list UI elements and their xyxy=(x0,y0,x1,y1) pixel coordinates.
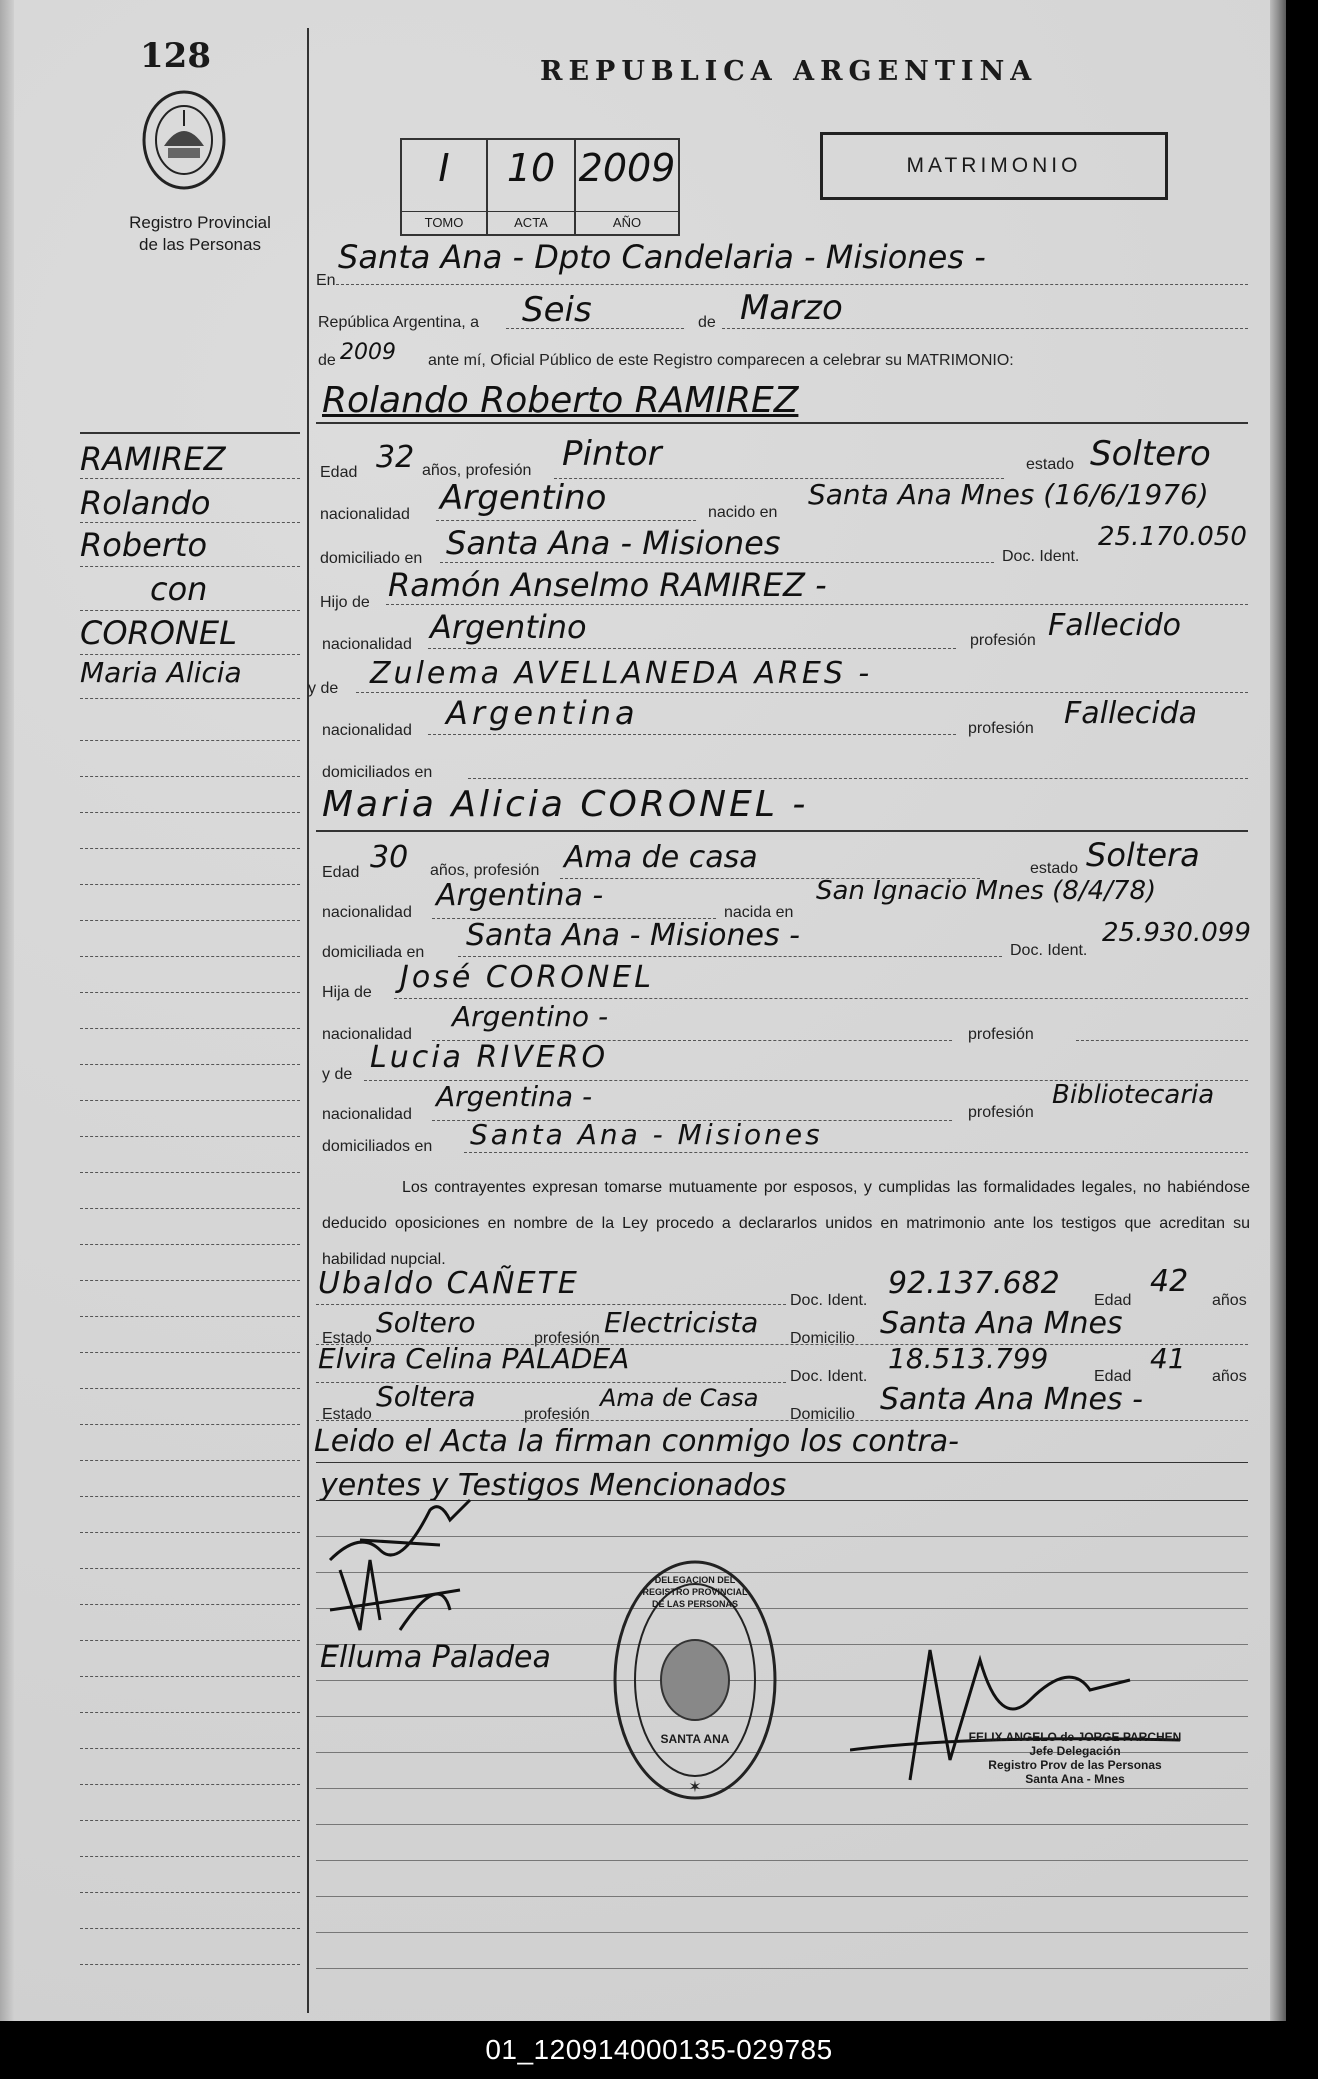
margin-line xyxy=(80,920,300,921)
margin-line xyxy=(80,1280,300,1281)
bride-doc: 25.930.099 xyxy=(1102,918,1251,948)
margin-line xyxy=(80,610,300,611)
registry-name xyxy=(100,212,300,256)
bride-nacionalidad: Argentina - xyxy=(436,878,604,913)
groom-padre-nac-line xyxy=(428,648,956,649)
margin-line xyxy=(80,1316,300,1317)
groom-edad: 32 xyxy=(376,440,415,475)
witness2-estado: Soltera xyxy=(376,1380,476,1413)
witness1-doc: 92.137.682 xyxy=(888,1266,1060,1301)
month-line xyxy=(722,328,1248,329)
margin-middle-name: Roberto xyxy=(80,526,208,564)
footer-id: 01_120914000135-029785 xyxy=(0,2021,1318,2079)
ruled-line xyxy=(316,1824,1248,1825)
witness2-detail-line xyxy=(316,1420,1248,1421)
bride-madre-nac-label: nacionalidad xyxy=(322,1106,412,1123)
groom-estado: Soltero xyxy=(1090,434,1211,474)
official-stamp-line-2: Jefe Delegación xyxy=(1029,1744,1121,1758)
closing-line-1: Leido el Acta la firman conmigo los contra- xyxy=(314,1424,959,1459)
oval-stamp-outer-text: DELEGACION DEL REGISTRO PROVINCIAL DE LAS PERSONAS xyxy=(642,1575,748,1609)
groom-padre-line xyxy=(386,604,1248,605)
margin-con: con xyxy=(150,570,208,608)
bride-madre-prof-label: profesión xyxy=(968,1104,1034,1121)
groom-nacido-label: nacido en xyxy=(708,504,778,521)
groom-padre-prof: Fallecido xyxy=(1048,608,1181,643)
bride-doc-label: Doc. Ident. xyxy=(1010,942,1088,959)
groom-nac-label: nacionalidad xyxy=(320,506,410,523)
groom-padre: Ramón Anselmo RAMIREZ - xyxy=(388,566,827,604)
witness2-edad-label: Edad xyxy=(1094,1368,1132,1385)
margin-line xyxy=(80,812,300,813)
ruled-line xyxy=(316,1968,1248,1969)
bride-profesion-label: años, profesión xyxy=(430,862,540,879)
witness1-doc-label: Doc. Ident. xyxy=(790,1292,868,1309)
margin-line xyxy=(80,478,300,479)
page-number: 128 xyxy=(140,36,211,76)
bride-domiciliados-line xyxy=(464,1152,1248,1153)
groom-edad-label: Edad xyxy=(320,464,358,481)
declaration-text: Los contrayentes expresan tomarse mutuamente por esposos, y cumplidas las formalidades legales, no habiéndose deducido oposiciones en nombre de la Ley procedo a declararlos unidos en matrimonio ante los testigos que acreditan su habilidad nupcial. xyxy=(322,1179,1250,1268)
year-value: 2009 xyxy=(340,340,396,365)
witness2-name: Elvira Celina PALADEA xyxy=(318,1342,630,1375)
bride-estado-label: estado xyxy=(1030,860,1079,877)
margin-line xyxy=(80,1856,300,1857)
groom-name-line xyxy=(316,422,1248,424)
bride-nac-label: nacionalidad xyxy=(322,904,412,921)
margin-line xyxy=(80,1136,300,1137)
groom-profesion-label: años, profesión xyxy=(422,462,532,479)
groom-madre-nac-line xyxy=(428,734,956,735)
bride-edad: 30 xyxy=(370,840,409,875)
location-value: Santa Ana - Dpto Candelaria - Misiones - xyxy=(338,238,986,276)
location-label: En xyxy=(316,272,336,289)
bride-padre-nac: Argentino - xyxy=(452,1000,609,1033)
groom-profesion: Pintor xyxy=(562,434,662,474)
bride-domicilio-label: domiciliada en xyxy=(322,944,425,961)
margin-line xyxy=(80,654,300,655)
witness2-doc: 18.513.799 xyxy=(888,1342,1049,1375)
margin-line xyxy=(80,1964,300,1965)
groom-madre-prof: Fallecida xyxy=(1064,696,1198,731)
ano-cell xyxy=(576,140,678,234)
bride-padre-nac-label: nacionalidad xyxy=(322,1026,412,1043)
acta-cell xyxy=(488,140,576,234)
groom-padre-nac-label: nacionalidad xyxy=(322,636,412,653)
day-line xyxy=(506,328,684,329)
margin-line xyxy=(80,1460,300,1461)
groom-madre: Zulema AVELLANEDA ARES - xyxy=(370,656,873,691)
bride-dom-line xyxy=(458,956,1002,957)
province-seal-icon xyxy=(138,86,230,194)
groom-estado-label: estado xyxy=(1026,456,1075,473)
acta-value: 10 xyxy=(506,146,556,190)
margin-line xyxy=(80,1712,300,1713)
groom-dom-line xyxy=(440,562,994,563)
bride-nacida-label: nacida en xyxy=(724,904,794,921)
groom-padre-nac: Argentino xyxy=(430,608,587,646)
bride-domicilio: Santa Ana - Misiones - xyxy=(466,918,800,953)
margin-line xyxy=(80,566,300,567)
closing-line-2: yentes y Testigos Mencionados xyxy=(320,1468,787,1503)
margin-line xyxy=(80,1172,300,1173)
witness1-profesion: Electricista xyxy=(604,1306,759,1339)
margin-line xyxy=(80,1100,300,1101)
registry-line-2: de las Personas xyxy=(139,235,261,254)
bride-hija-label: Hija de xyxy=(322,984,372,1001)
bride-nacida: San Ignacio Mnes (8/4/78) xyxy=(816,876,1157,906)
margin-line xyxy=(80,1748,300,1749)
page-binding-edge xyxy=(1270,0,1286,2021)
registry-oval-stamp xyxy=(610,1556,780,1804)
bride-madre-prof: Bibliotecaria xyxy=(1052,1080,1215,1110)
witness1-anos-label: años xyxy=(1212,1292,1247,1309)
tomo-cell xyxy=(402,140,488,234)
bride-padre-line xyxy=(394,998,1248,999)
margin-line xyxy=(80,1676,300,1677)
witness2-dom-label: Domicilio xyxy=(790,1406,855,1423)
witness2-anos-label: años xyxy=(1212,1368,1247,1385)
official-stamp-line-4: Santa Ana - Mnes xyxy=(1025,1772,1125,1786)
margin-line xyxy=(80,776,300,777)
witness1-estado-label: Estado xyxy=(322,1330,372,1347)
bride-signature xyxy=(320,1550,520,1640)
margin-line xyxy=(80,1208,300,1209)
bride-madre-nac: Argentina - xyxy=(436,1080,593,1113)
bride-estado: Soltera xyxy=(1086,836,1200,874)
margin-surname: RAMIREZ xyxy=(80,440,226,478)
bride-padre: José CORONEL xyxy=(400,960,654,995)
groom-nacido: Santa Ana Mnes (16/6/1976) xyxy=(808,478,1209,511)
groom-doc-label: Doc. Ident. xyxy=(1002,548,1080,565)
bride-padre-prof-line xyxy=(1076,1040,1248,1041)
record-type-box: MATRIMONIO xyxy=(820,132,1168,200)
margin-line xyxy=(80,1496,300,1497)
official-stamp xyxy=(960,1730,1190,1786)
margin-line xyxy=(80,1532,300,1533)
margin-first-name: Rolando xyxy=(80,484,211,522)
record-id-box xyxy=(400,138,680,236)
ruled-line xyxy=(316,1860,1248,1861)
groom-domiciliados-line xyxy=(468,778,1248,779)
margin-line xyxy=(80,1928,300,1929)
margin-line xyxy=(80,1640,300,1641)
bride-yde-label: y de xyxy=(322,1066,353,1083)
witness1-name: Ubaldo CAÑETE xyxy=(318,1266,579,1301)
bride-domiciliados: Santa Ana - Misiones xyxy=(470,1118,823,1151)
bride-name-line xyxy=(316,830,1248,832)
groom-nac-line xyxy=(436,520,696,521)
bride-edad-label: Edad xyxy=(322,864,360,881)
witness1-name-line xyxy=(316,1304,786,1305)
margin-line xyxy=(80,522,300,523)
witness1-dom-label: Domicilio xyxy=(790,1330,855,1347)
groom-madre-nac-label: nacionalidad xyxy=(322,722,412,739)
margin-bride-name: Maria Alicia xyxy=(80,656,242,689)
ruled-line xyxy=(316,1932,1248,1933)
witness1-edad-label: Edad xyxy=(1094,1292,1132,1309)
groom-domicilio-label: domiciliado en xyxy=(320,550,423,567)
acta-label: ACTA xyxy=(488,211,574,234)
groom-madre-line xyxy=(356,692,1248,693)
bride-madre: Lucia RIVERO xyxy=(370,1040,609,1075)
witness2-profesion: Ama de Casa xyxy=(600,1384,759,1412)
margin-line xyxy=(80,1388,300,1389)
witness2-doc-label: Doc. Ident. xyxy=(790,1368,868,1385)
ano-label: AÑO xyxy=(576,211,678,234)
bride-padre-prof-label: profesión xyxy=(968,1026,1034,1043)
country-title: REPUBLICA ARGENTINA xyxy=(540,56,1038,87)
tomo-value: I xyxy=(438,146,450,190)
date-month: Marzo xyxy=(740,288,843,328)
groom-madre-prof-label: profesión xyxy=(968,720,1034,737)
margin-line xyxy=(80,1352,300,1353)
margin-line xyxy=(80,1784,300,1785)
ruled-line xyxy=(316,1896,1248,1897)
margin-line xyxy=(80,848,300,849)
groom-madre-nac: Argentina xyxy=(446,694,639,732)
groom-padre-prof-label: profesión xyxy=(970,632,1036,649)
witness2-edad: 41 xyxy=(1150,1342,1186,1375)
margin-line xyxy=(80,1820,300,1821)
ano-value: 2009 xyxy=(578,146,676,190)
witness1-prof-label: profesión xyxy=(534,1330,600,1347)
margin-line xyxy=(80,1028,300,1029)
margin-line xyxy=(80,992,300,993)
registry-line-1: Registro Provincial xyxy=(129,213,271,232)
year-label: de xyxy=(318,352,336,369)
margin-line xyxy=(80,740,300,741)
year-label-after: ante mí, Oficial Público de este Registro comparecen a celebrar su MATRIMONIO: xyxy=(428,352,1014,369)
groom-nacionalidad: Argentino xyxy=(440,478,607,518)
margin-line xyxy=(80,1244,300,1245)
groom-name: Rolando Roberto RAMIREZ xyxy=(322,380,799,421)
margin-top-rule xyxy=(80,432,300,434)
groom-domiciliados-label: domiciliados en xyxy=(322,764,433,781)
groom-doc: 25.170.050 xyxy=(1098,522,1247,552)
witness-signature: Elluma Paladea xyxy=(320,1640,551,1675)
margin-line xyxy=(80,1424,300,1425)
bride-domiciliados-label: domiciliados en xyxy=(322,1138,433,1155)
svg-text:✶: ✶ xyxy=(688,1779,702,1796)
groom-domicilio: Santa Ana - Misiones xyxy=(446,524,781,562)
margin-line xyxy=(80,1892,300,1893)
tomo-label: TOMO xyxy=(402,211,486,234)
bride-name: Maria Alicia CORONEL - xyxy=(322,784,809,825)
margin-line xyxy=(80,1064,300,1065)
witness1-edad: 42 xyxy=(1150,1264,1189,1299)
margin-bride-surname: CORONEL xyxy=(80,614,237,652)
margin-line xyxy=(80,884,300,885)
margin-line xyxy=(80,1568,300,1569)
official-stamp-line-1: FELIX ANGELO de JORGE PARCHEN xyxy=(968,1730,1182,1744)
margin-line xyxy=(80,698,300,699)
date-day: Seis xyxy=(522,290,592,330)
closing-line-1-rule xyxy=(316,1462,1248,1463)
groom-hijo-label: Hijo de xyxy=(320,594,370,611)
witness2-prof-label: profesión xyxy=(524,1406,590,1423)
witness2-domicilio: Santa Ana Mnes - xyxy=(880,1382,1143,1417)
margin-line xyxy=(80,956,300,957)
page-left-edge xyxy=(0,0,14,2021)
date-label-a: República Argentina, a xyxy=(318,314,479,331)
witness1-estado: Soltero xyxy=(376,1306,476,1339)
witness2-estado-label: Estado xyxy=(322,1406,372,1423)
groom-yde-label: y de xyxy=(308,680,339,697)
oval-stamp-inner-text: SANTA ANA xyxy=(660,1732,730,1746)
date-label-de: de xyxy=(698,314,716,331)
bride-profesion: Ama de casa xyxy=(564,840,758,875)
location-line xyxy=(336,284,1248,285)
witness1-domicilio: Santa Ana Mnes xyxy=(880,1306,1123,1341)
margin-rule xyxy=(307,28,309,2013)
margin-line xyxy=(80,1604,300,1605)
official-stamp-line-3: Registro Prov de las Personas xyxy=(988,1758,1162,1772)
